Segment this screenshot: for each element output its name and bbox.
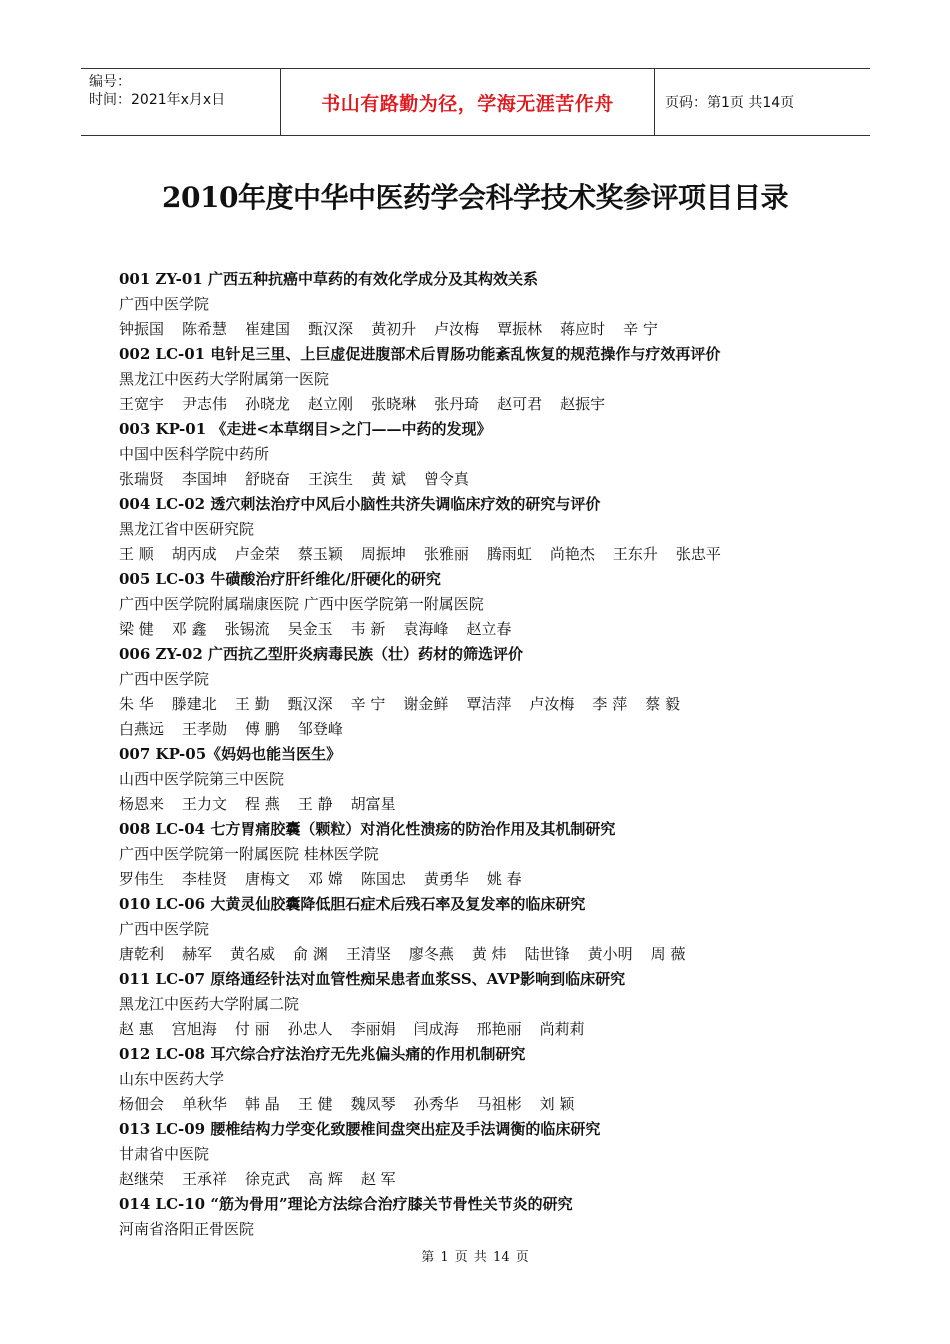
author-name: 姚 春 [486, 870, 522, 888]
author-name: 李桂贤 [182, 870, 228, 888]
author-name: 李国坤 [182, 470, 228, 488]
author-name: 王清坚 [345, 945, 391, 963]
author-name: 周 薇 [650, 945, 686, 963]
author-name: 程 燕 [245, 795, 280, 813]
author-name: 付 丽 [234, 1020, 270, 1038]
author-name: 谢金鲜 [403, 695, 449, 713]
author-name: 韩 晶 [245, 1095, 280, 1113]
author-name: 滕建北 [171, 695, 217, 713]
project-authors [119, 692, 859, 717]
project-title: 013 LC-09 腰椎结构力学变化致腰椎间盘突出症及手法调衡的临床研究 [119, 1120, 601, 1138]
author-name: 尹志伟 [182, 395, 228, 413]
author-name: 甄汉深 [308, 320, 354, 338]
author-name: 曾令真 [423, 470, 469, 488]
author-name: 宫旭海 [171, 1020, 217, 1038]
author-name: 邹登峰 [297, 720, 343, 738]
author-name: 王 勤 [234, 695, 270, 713]
author-name: 朱 华 [119, 695, 154, 713]
header-page-info: 页码：第1页 共14页 [665, 95, 795, 111]
project-units: 广西中医学院 [119, 670, 210, 688]
author-name: 廖冬燕 [408, 945, 454, 963]
author-name: 邢艳丽 [476, 1020, 522, 1038]
project-title: 005 LC-03 牛磺酸治疗肝纤维化/肝硬化的研究 [119, 570, 441, 588]
project-units: 中国中医科学院中药所 [119, 445, 270, 463]
page-header [81, 68, 870, 136]
author-name: 李丽娟 [350, 1020, 396, 1038]
author-name: 卢金荣 [234, 545, 280, 563]
author-name: 唐乾利 [119, 945, 165, 963]
project-title: 007 KP-05《妈妈也能当医生》 [119, 745, 342, 763]
author-name: 傅 鹏 [245, 720, 280, 738]
author-name: 赵立春 [466, 620, 512, 638]
document-title: 2010年度中华中医药学会科学技术奖参评项目目录 [162, 181, 788, 214]
author-name: 尚艳杰 [549, 545, 595, 563]
author-name: 闫成海 [413, 1020, 459, 1038]
author-name: 赵振宇 [560, 395, 606, 413]
author-name: 辛 宁 [623, 320, 658, 338]
author-name: 张锡流 [224, 620, 270, 638]
author-name: 赵可君 [497, 395, 543, 413]
project-authors [119, 1092, 859, 1117]
project-units: 山西中医学院第三中医院 [119, 770, 285, 788]
author-name: 赵立刚 [308, 395, 354, 413]
author-name: 白燕远 [119, 720, 165, 738]
project-authors [119, 1017, 859, 1042]
header-motto: 书山有路勤为径，学海无涯苦作舟 [281, 69, 655, 135]
project-authors [119, 1167, 859, 1192]
project-list [119, 267, 859, 1242]
author-name: 孙秀华 [413, 1095, 459, 1113]
author-name: 赫军 [182, 945, 213, 963]
project-units: 黑龙江省中医研究院 [119, 520, 255, 538]
author-name: 黄勇华 [423, 870, 469, 888]
author-name: 黄小明 [587, 945, 633, 963]
project-units: 山东中医药大学 [119, 1070, 225, 1088]
time-label: 时间：2021年x月x日 [89, 92, 226, 108]
project-title: 004 LC-02 透穴刺法治疗中风后小脑性共济失调临床疗效的研究与评价 [119, 495, 601, 513]
author-name: 崔建国 [245, 320, 291, 338]
author-name: 胡丙成 [171, 545, 217, 563]
author-name: 王 静 [297, 795, 333, 813]
author-name: 王力文 [182, 795, 228, 813]
author-name: 张瑞贤 [119, 470, 165, 488]
author-name: 赵继荣 [119, 1170, 165, 1188]
project-units: 黑龙江中医药大学附属二院 [119, 995, 300, 1013]
project-authors [119, 542, 859, 567]
author-name: 高 辉 [308, 1170, 343, 1188]
author-name: 辛 宁 [350, 695, 386, 713]
author-name: 黄 炜 [471, 945, 507, 963]
author-name: 尚莉莉 [539, 1020, 585, 1038]
project-units: 甘肃省中医院 [119, 1145, 210, 1163]
author-name: 吴金玉 [287, 620, 333, 638]
project-units: 河南省洛阳正骨医院 [119, 1220, 255, 1238]
author-name: 王 顺 [119, 545, 154, 563]
author-name: 李 萍 [592, 695, 628, 713]
author-name: 王东升 [612, 545, 658, 563]
author-name: 杨佃会 [119, 1095, 165, 1113]
author-name: 周振坤 [360, 545, 406, 563]
project-title: 008 LC-04 七方胃痛胶囊（颗粒）对消化性溃疡的防治作用及其机制研究 [119, 820, 616, 838]
author-name: 黄初升 [371, 320, 417, 338]
author-name: 孙忠人 [287, 1020, 333, 1038]
project-units: 广西中医学院 [119, 920, 210, 938]
project-title: 012 LC-08 耳穴综合疗法治疗无先兆偏头痛的作用机制研究 [119, 1045, 526, 1063]
author-name: 王孝勋 [182, 720, 228, 738]
author-name: 邓 嫦 [308, 870, 343, 888]
author-name: 孙晓龙 [245, 395, 291, 413]
author-name: 王承祥 [182, 1170, 228, 1188]
project-units: 广西中医学院 [119, 295, 210, 313]
author-name: 梁 健 [119, 620, 154, 638]
project-title: 002 LC-01 电针足三里、上巨虚促进腹部术后胃肠功能紊乱恢复的规范操作与疗效再评价 [119, 345, 721, 363]
project-units: 广西中医学院附属瑞康医院 广西中医学院第一附属医院 [119, 595, 484, 613]
author-name: 罗伟生 [119, 870, 165, 888]
project-authors [119, 467, 859, 492]
author-name: 甄汉深 [287, 695, 333, 713]
author-name: 胡富星 [350, 795, 396, 813]
project-title: 003 KP-01 《走进<本草纲目>之门——中药的发现》 [119, 420, 492, 438]
author-name: 张丹琦 [434, 395, 480, 413]
project-authors [119, 717, 859, 742]
author-name: 卢汝梅 [529, 695, 575, 713]
project-title: 014 LC-10 “筋为骨用”理论方法综合治疗膝关节骨性关节炎的研究 [119, 1195, 573, 1213]
author-name: 俞 渊 [293, 945, 328, 963]
project-units: 广西中医学院第一附属医院 桂林医学院 [119, 845, 379, 863]
author-name: 黄 斌 [371, 470, 406, 488]
author-name: 陈国忠 [360, 870, 406, 888]
project-authors [119, 867, 859, 892]
author-name: 覃振林 [497, 320, 543, 338]
page-footer: 第 1 页 共 14 页 [421, 1250, 529, 1265]
author-name: 陈希慧 [182, 320, 228, 338]
author-name: 卢汝梅 [434, 320, 480, 338]
author-name: 赵 惠 [119, 1020, 154, 1038]
author-name: 张雅丽 [423, 545, 469, 563]
project-title: 001 ZY-01 广西五种抗癌中草药的有效化学成分及其构效关系 [119, 270, 539, 288]
author-name: 王滨生 [308, 470, 354, 488]
author-name: 邓 鑫 [171, 620, 207, 638]
project-authors [119, 617, 859, 642]
code-label: 编号： [89, 74, 131, 90]
project-authors [119, 317, 859, 342]
author-name: 蔡 毅 [645, 695, 680, 713]
author-name: 蔡玉颖 [297, 545, 343, 563]
project-title: 006 ZY-02 广西抗乙型肝炎病毒民族（壮）药材的筛选评价 [119, 645, 524, 663]
author-name: 刘 颖 [539, 1095, 575, 1113]
project-title: 011 LC-07 原络通经针法对血管性痴呆患者血浆SS、AVP影响到临床研究 [119, 970, 626, 988]
author-name: 赵 军 [360, 1170, 396, 1188]
author-name: 唐梅文 [245, 870, 291, 888]
project-authors [119, 792, 859, 817]
author-name: 徐克武 [245, 1170, 291, 1188]
author-name: 舒晓奋 [245, 470, 291, 488]
author-name: 张晓琳 [371, 395, 417, 413]
author-name: 陆世锋 [524, 945, 570, 963]
author-name: 黄名威 [230, 945, 276, 963]
author-name: 张忠平 [675, 545, 721, 563]
author-name: 韦 新 [350, 620, 386, 638]
author-name: 钟振国 [119, 320, 165, 338]
author-name: 覃洁萍 [466, 695, 512, 713]
header-meta [81, 69, 281, 135]
author-name: 腾雨虹 [486, 545, 532, 563]
author-name: 王宽宇 [119, 395, 165, 413]
project-title: 010 LC-06 大黄灵仙胶囊降低胆石症术后残石率及复发率的临床研究 [119, 895, 586, 913]
author-name: 王 健 [297, 1095, 333, 1113]
author-name: 单秋华 [182, 1095, 228, 1113]
author-name: 杨恩来 [119, 795, 165, 813]
author-name: 魏凤琴 [350, 1095, 396, 1113]
project-units: 黑龙江中医药大学附属第一医院 [119, 370, 330, 388]
project-authors [119, 392, 859, 417]
author-name: 蒋应时 [560, 320, 606, 338]
author-name: 袁海峰 [403, 620, 449, 638]
author-name: 马祖彬 [476, 1095, 522, 1113]
project-authors [119, 942, 859, 967]
